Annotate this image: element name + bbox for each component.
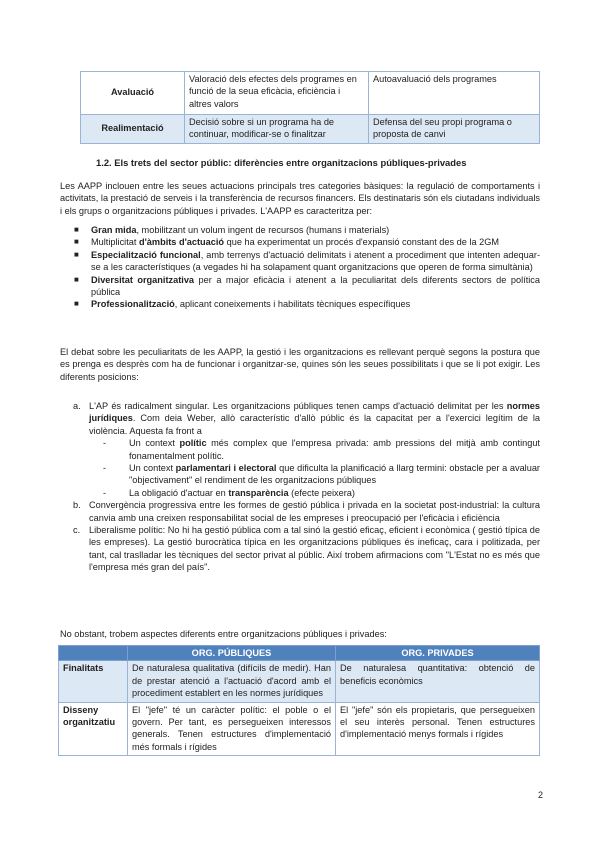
table-cell: De naturalesa quantitativa: obtenció de beneficis econòmics (336, 661, 540, 702)
list-item (60, 524, 540, 574)
page-number: 2 (538, 790, 544, 800)
paragraph-differences: No obstant, trobem aspectes diferents entre organitzacions públiques i privades: (60, 629, 387, 639)
bullet-icon: ■ (74, 299, 79, 309)
row-label: Avaluació (81, 72, 185, 115)
table-cell: Defensa del seu propi programa o proposta de canvi (369, 115, 540, 144)
bold-term: parlamentari i electoral (175, 463, 277, 474)
bold-term: d'àmbits d'actuació (139, 237, 225, 248)
bold-term: Diversitat organitzativa (91, 274, 195, 285)
list-item-text: (efecte peixera) (288, 487, 355, 498)
list-item-text: que ha experimentat un procés d'expansió constant des de la 2GM (224, 237, 500, 248)
bold-term: Especialització funcional (91, 249, 201, 260)
comparison-table (58, 645, 540, 756)
list-item-text: , mobilitzant un volum ingent de recursos (humans i materials) (136, 225, 390, 235)
paragraph-intro: Les AAPP inclouen entre les seues actuacions principals tres categories bàsiques: la regulació de comportaments i activitats, la prestació de serveis i la transferència de recursos financers. Els destinataris són els ciutadans individuals i els grups o organitzacions públiques i privades. L'AAPP es caracteritza per: (60, 181, 540, 216)
bold-term: normes jurídiques (89, 401, 540, 424)
section-title: 1.2. Els trets del sector públic: diferències entre organitzacions públiques-privades (96, 157, 467, 168)
bullet-icon: ■ (74, 225, 79, 234)
list-item-text: per a major eficàcia i atenent a la peculiaritat dels diferents sectors de política pública (91, 274, 540, 298)
characteristics-list (60, 224, 540, 311)
positions-list (60, 400, 540, 574)
list-item (60, 499, 540, 524)
process-table (80, 71, 540, 144)
table-cell: Decisió sobre si un programa ha de continuar, modificar-se o finalitzar (185, 115, 369, 144)
list-item (60, 400, 540, 499)
column-header: ORG. PÚBLIQUES (128, 646, 336, 661)
table-cell: Autoavaluació dels programes (369, 72, 540, 115)
table-header-row (59, 646, 540, 661)
bold-term: transparència (228, 487, 289, 498)
bold-term: Gran mida (91, 225, 137, 235)
table-row (59, 702, 540, 756)
row-label: Finalitats (59, 661, 128, 702)
list-item-text: Multiplicitat (91, 237, 139, 248)
list-item-text: Liberalisme polític: No hi ha gestió pública com a tal sinó la gestió eficaç, eficient i econòmica ( gestió típica de les empreses). La gestió burocràtica típica en les organitzacions públiques és ineficaç, cara i politizada, per tant, cal traslladar les tècniques del sector privat al públic. Així trobem afirmacions com "L'Estat no es més que l'empresa més gran del país". (89, 525, 540, 573)
table-cell: El "jefe" són els propietaris, que persegueixen el seu interès personal. Tenen estructures d'implementació menys formals i rígides (336, 702, 540, 756)
table-cell: De naturalesa qualitativa (difícils de medir). Han de prestar atenció a l'actuació d'acord amb el procediment establert en les normes jurídiques (128, 661, 336, 702)
list-item-text: , aplicant coneixements i habilitats tècniques específiques (174, 299, 411, 310)
paragraph-debate: El debat sobre les peculiaritats de les AAPP, la gestió i les organitzacions es rellevant perquè segons la postura que es prenga es desprès com ha de funcionar i organitzar-se, quines són les seues possibilitats i que se li pot exigir. Les diferents posicions: (60, 347, 540, 382)
list-item-text: Convergència progressiva entre les formes de gestió pública i privada en la societat post-industrial: la cultura canvia amb una creixen responsabilitat social de les empreses i preocupació per l'eficàcia i eficiència (89, 500, 540, 523)
column-header: ORG. PRIVADES (336, 646, 540, 661)
table-cell: El "jefe" té un caràcter polític: el poble o el govern. Per tant, es persegueixen interessos generals. Tenen estructures d'implementació més formals i rígides (128, 702, 336, 756)
dash-marker: - (103, 487, 107, 498)
dash-marker: - (103, 438, 107, 449)
list-marker: a. (73, 401, 81, 411)
bold-term: polític (179, 438, 207, 449)
list-item (60, 224, 540, 236)
list-marker: b. (73, 500, 81, 511)
list-item (89, 487, 540, 499)
row-label: Disseny organitzatiu (59, 702, 128, 756)
bullet-icon: ■ (74, 237, 79, 247)
list-item (89, 462, 540, 487)
list-item (60, 236, 540, 248)
table-cell: Valoració dels efectes dels programes en funció de la seua eficàcia, eficiència i altres valors (185, 72, 369, 115)
list-item-text: Un context (129, 438, 180, 449)
table-row (81, 72, 540, 115)
bold-term: Professionalització (91, 299, 175, 310)
list-item-text: . Com deia Weber, allò característic d'allò públic és la capacitat per a l'exercici legítim de la violència. Aquesta fa front a (89, 413, 540, 436)
list-item (60, 249, 540, 274)
table-row (59, 661, 540, 702)
list-item-text: Un context (129, 463, 176, 474)
dash-marker: - (103, 463, 107, 474)
table-row (81, 115, 540, 144)
list-item (60, 274, 540, 299)
list-item (60, 298, 540, 310)
bullet-icon: ■ (74, 249, 79, 259)
list-item-text: més complex que l'empresa privada: amb pressions del mitjà amb contingut fonamentalment polític. (129, 438, 540, 461)
list-item-text: que dificulta la planificació a llarg termini: obstacle per a avaluar "objectivament" el rendiment de les organitzacions públiques (129, 463, 540, 486)
bullet-icon: ■ (74, 274, 79, 284)
list-item-text: , amb terrenys d'actuació delimitats i atenent a procediment que intenten adequar-se a les característiques (a vegades hi ha solapament quant organitzacions que operen de forma simultània) (91, 249, 540, 273)
sub-list (89, 437, 540, 499)
list-item-text: La obligació d'actuar en (129, 487, 229, 498)
row-label: Realimentació (81, 115, 185, 144)
list-item-text: L'AP és radicalment singular. Les organitzacions públiques tenen camps d'actuació delimitat per les (89, 401, 507, 411)
column-header (59, 646, 128, 661)
list-marker: c. (73, 525, 81, 536)
list-item (89, 437, 540, 462)
